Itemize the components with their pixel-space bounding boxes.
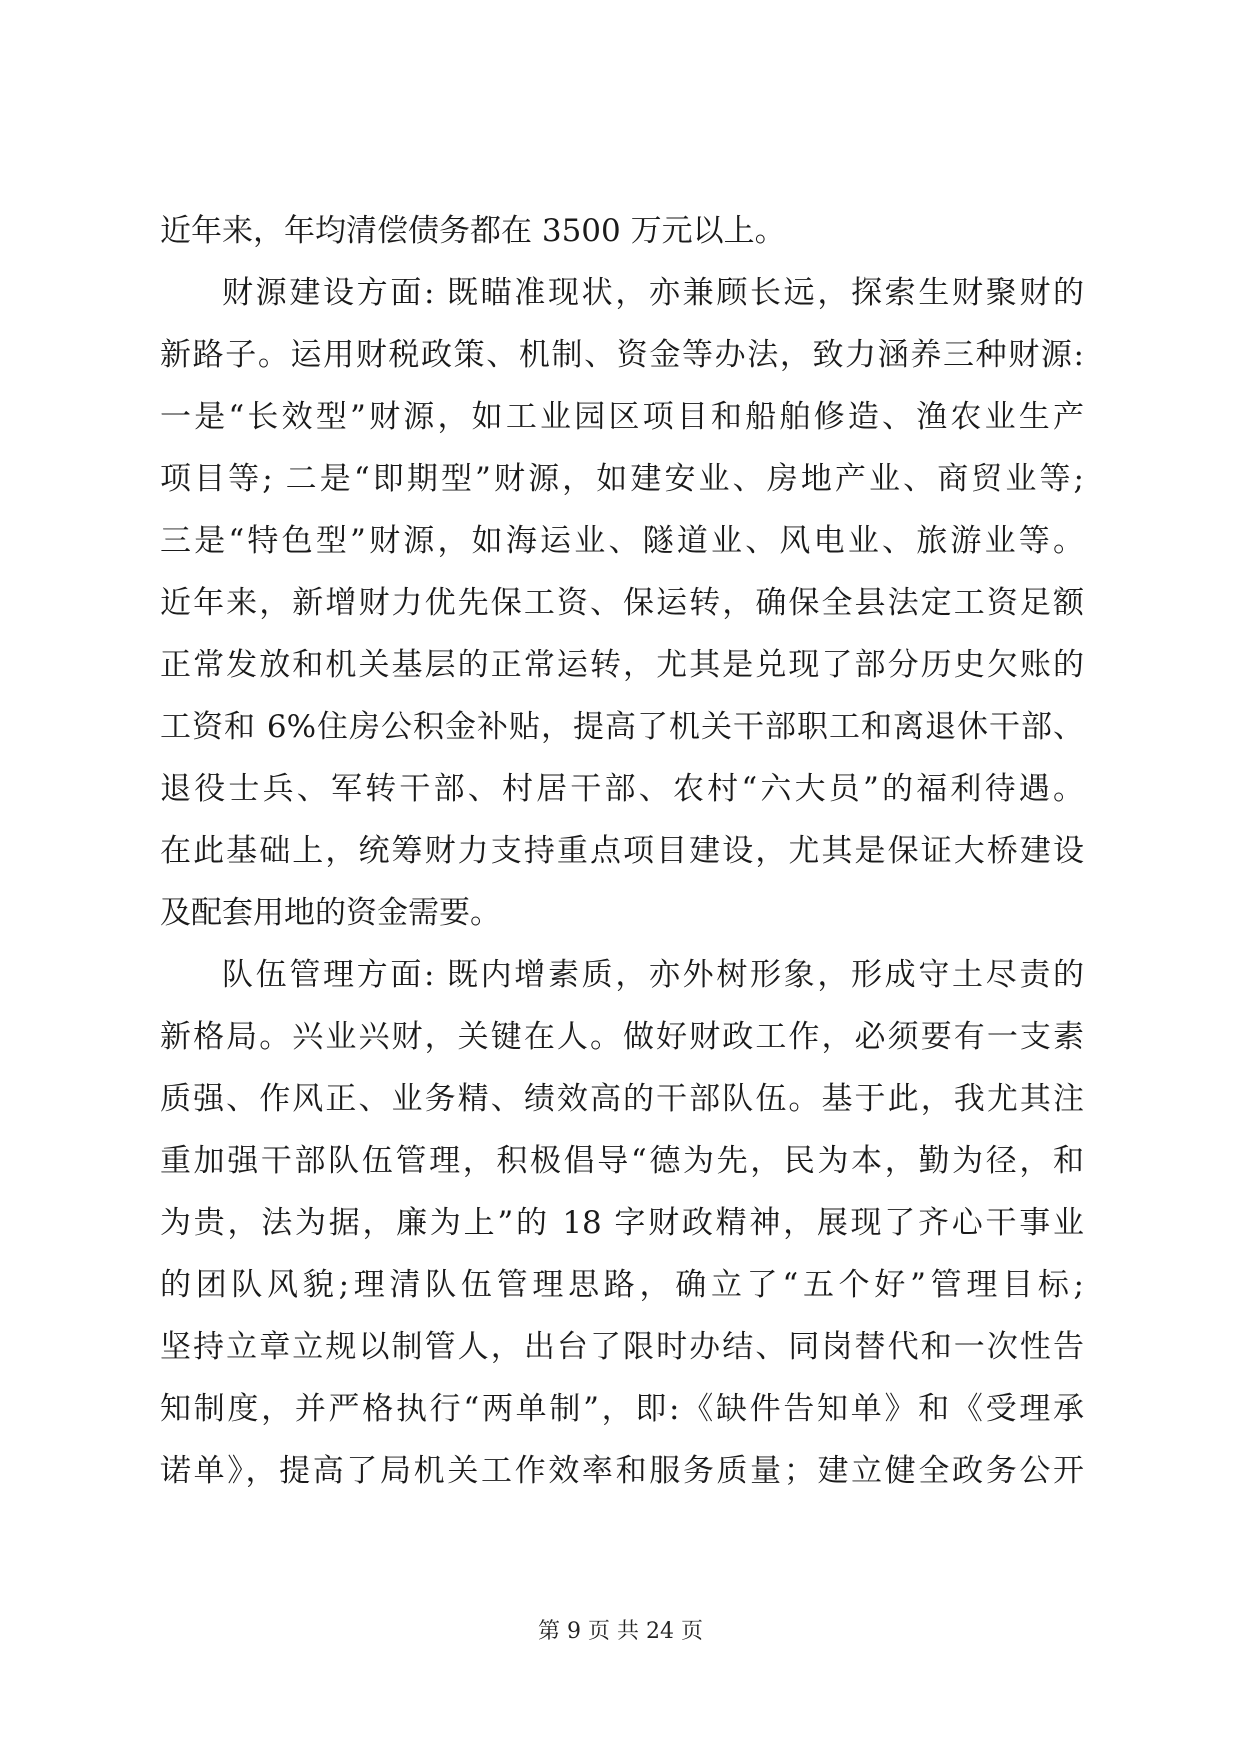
text-line: 的团队风貌;理清队伍管理思路，确立了“五个好”管理目标;	[160, 1267, 1084, 1303]
text-line: 及配套用地的资金需要。	[160, 895, 501, 931]
text-line: 近年来，年均清偿债务都在 3500 万元以上。	[160, 213, 786, 249]
page-number-footer: 第 9 页 共 24 页	[538, 1619, 703, 1644]
text-line: 退役士兵、军转干部、村居干部、农村“六大员”的福利待遇。	[160, 771, 1084, 807]
text-line: 坚持立章立规以制管人，出台了限时办结、同岗替代和一次性告	[160, 1329, 1084, 1365]
text-line: 新格局。兴业兴财，关键在人。做好财政工作，必须要有一支素	[160, 1019, 1084, 1055]
text-line: 工资和 6%住房公积金补贴，提高了机关干部职工和离退休干部、	[160, 709, 1084, 745]
text-line: 近年来，新增财力优先保工资、保运转，确保全县法定工资足额	[160, 585, 1084, 621]
text-line: 一是“长效型”财源，如工业园区项目和船舶修造、渔农业生产	[160, 399, 1084, 435]
paragraph-start-line: 队伍管理方面: 既内增素质，亦外树形象，形成守土尽责的	[222, 957, 1084, 993]
paragraph-start-line: 财源建设方面: 既瞄准现状，亦兼顾长远，探索生财聚财的	[222, 275, 1084, 311]
text-line: 项目等; 二是“即期型”财源，如建安业、房地产业、商贸业等;	[160, 461, 1084, 497]
text-line: 知制度，并严格执行“两单制”，即:《缺件告知单》和《受理承	[160, 1391, 1084, 1427]
text-line: 质强、作风正、业务精、绩效高的干部队伍。基于此，我尤其注	[160, 1081, 1084, 1117]
text-line: 正常发放和机关基层的正常运转，尤其是兑现了部分历史欠账的	[160, 647, 1084, 683]
text-line: 新路子。运用财税政策、机制、资金等办法，致力涵养三种财源:	[160, 337, 1084, 373]
text-line: 在此基础上，统筹财力支持重点项目建设，尤其是保证大桥建设	[160, 833, 1084, 869]
text-line: 重加强干部队伍管理，积极倡导“德为先，民为本，勤为径，和	[160, 1143, 1084, 1179]
text-line: 为贵，法为据，廉为上”的 18 字财政精神，展现了齐心干事业	[160, 1205, 1084, 1241]
text-line: 三是“特色型”财源，如海运业、隧道业、风电业、旅游业等。	[160, 523, 1084, 559]
body-text	[160, 200, 1084, 1502]
text-line: 诺单》，提高了局机关工作效率和服务质量；建立健全政务公开	[160, 1453, 1084, 1489]
